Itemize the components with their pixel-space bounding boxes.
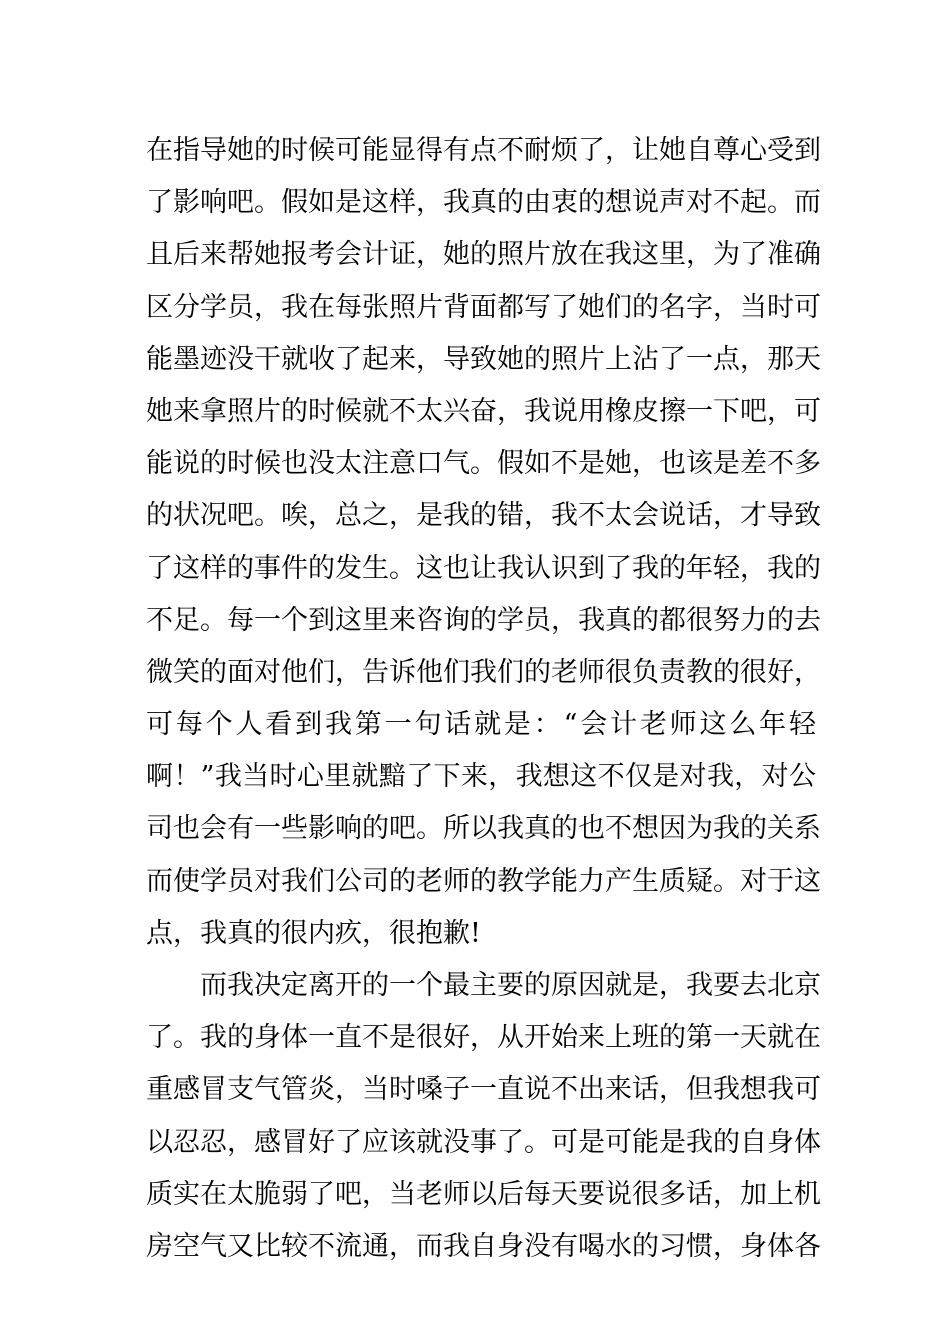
text-line: 的状况吧。唉，总之，是我的错，我不太会说话，才导致 [146, 500, 821, 532]
text-line: 在指导她的时候可能显得有点不耐烦了，让她自尊心受到 [146, 135, 821, 166]
text-line: 以忍忍，感冒好了应该就没事了。可是可能是我的自身体 [146, 1126, 821, 1158]
text-line: 房空气又比较不流通，而我自身没有喝水的习惯，身体各 [146, 1230, 821, 1262]
text-line: 点，我真的很内疚，很抱歉! [146, 917, 481, 949]
paragraph-1 [146, 125, 821, 960]
text-line: 而使学员对我们公司的老师的教学能力产生质疑。对于这 [146, 865, 821, 897]
text-line: 而我决定离开的一个最主要的原因就是，我要去北京 [200, 970, 821, 1001]
text-line: 微笑的面对他们，告诉他们我们的老师很负责教的很好， [146, 656, 821, 688]
text-line: 且后来帮她报考会计证，她的照片放在我这里，为了准确 [146, 239, 821, 271]
paragraph-2 [146, 960, 821, 1273]
text-line: 了这样的事件的发生。这也让我认识到了我的年轻，我的 [146, 552, 821, 584]
text-line: 能墨迹没干就收了起来，导致她的照片上沾了一点，那天 [146, 343, 821, 375]
body-text [146, 125, 821, 1273]
text-line: 重感冒支气管炎，当时嗓子一直说不出来话，但我想我可 [146, 1074, 821, 1106]
text-line: 能说的时候也没太注意口气。假如不是她，也该是差不多 [146, 448, 821, 480]
text-line: 啊！”我当时心里就黯了下来，我想这不仅是对我，对公 [146, 761, 816, 793]
text-line: 她来拿照片的时候就不太兴奋，我说用橡皮擦一下吧，可 [146, 395, 821, 427]
text-line: 不足。每一个到这里来咨询的学员，我真的都很努力的去 [146, 604, 821, 636]
text-line: 区分学员，我在每张照片背面都写了她们的名字，当时可 [146, 291, 821, 323]
text-line: 了。我的身体一直不是很好，从开始来上班的第一天就在 [146, 1022, 821, 1054]
text-line: 可每个人看到我第一句话就是：“会计老师这么年轻 [146, 709, 816, 741]
text-line: 质实在太脆弱了吧，当老师以后每天要说很多话，加上机 [146, 1178, 821, 1210]
text-line: 了影响吧。假如是这样，我真的由衷的想说声对不起。而 [146, 187, 821, 219]
text-line: 司也会有一些影响的吧。所以我真的也不想因为我的关系 [146, 813, 821, 845]
